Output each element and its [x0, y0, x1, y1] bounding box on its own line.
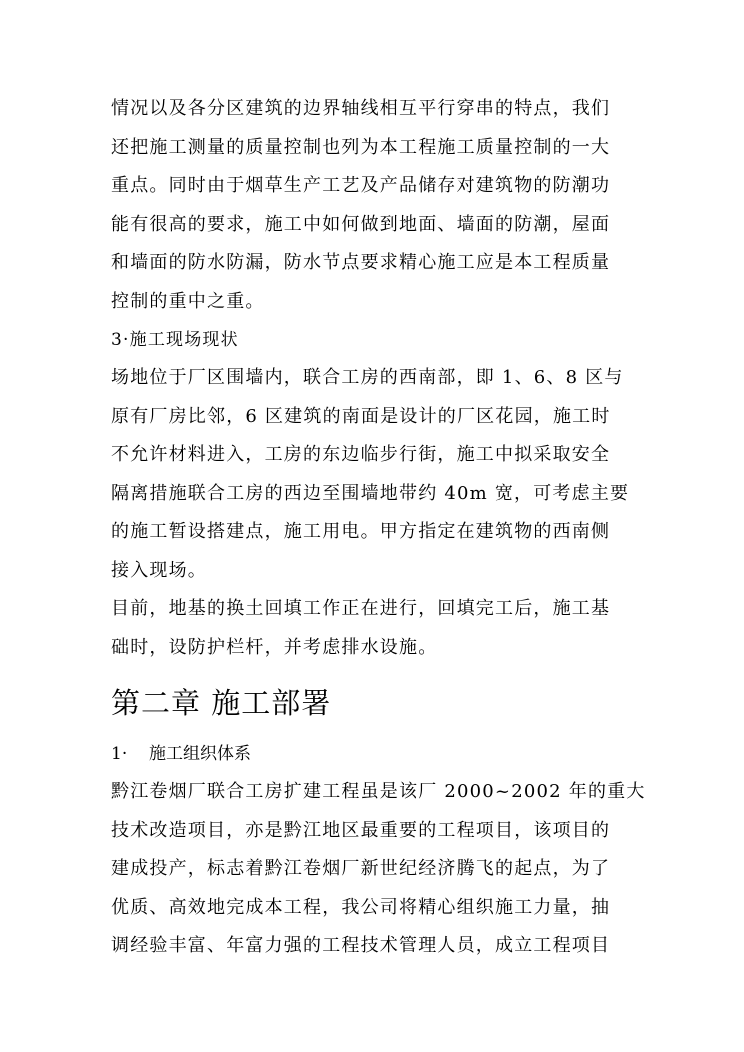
- paragraph-site-location: [111, 359, 636, 590]
- text-line: 优质、高效地完成本工程，我公司将精心组织施工力量，抽: [111, 896, 611, 918]
- text-line: 能有很高的要求，施工中如何做到地面、墙面的防潮，屋面: [111, 213, 611, 235]
- section-number: 1·: [111, 744, 128, 764]
- chapter-title: 第二章 施工部署: [111, 686, 332, 720]
- text-line: 技术改造项目，亦是黔江地区最重要的工程项目，该项目的: [111, 819, 611, 841]
- text-line: 还把施工测量的质量控制也列为本工程施工质量控制的一大: [111, 136, 611, 158]
- section-heading-site-status: 3·施工现场现状: [111, 330, 239, 350]
- text-line: 场地位于厂区围墙内，联合工房的西南部，即 1、6、8 区与: [111, 367, 624, 388]
- text-line: 控制的重中之重。: [111, 290, 265, 312]
- section-heading-text: 施工组织体系: [149, 744, 251, 764]
- text-line: 不允许材料进入，工房的东边临步行街，施工中拟采取安全: [111, 444, 611, 465]
- text-line: 和墙面的防水防漏，防水节点要求精心施工应是本工程质量: [111, 252, 611, 273]
- text-line: 调经验丰富、年富力强的工程技术管理人员，成立工程项目: [111, 935, 611, 956]
- paragraph-foundation-status: [111, 590, 636, 667]
- text-line: 原有厂房比邻，6 区建筑的南面是设计的厂区花园，施工时: [111, 405, 611, 427]
- text-line: 黔江卷烟厂联合工房扩建工程虽是该厂 2000~2002 年的重大: [111, 781, 646, 802]
- text-line: 础时，设防护栏杆，并考虑排水设施。: [111, 636, 438, 658]
- section-heading-organization: [111, 735, 636, 773]
- text-line: 目前，地基的换土回填工作正在进行，回填完工后，施工基: [111, 598, 611, 619]
- text-line: 的施工暂设搭建点，施工用电。甲方指定在建筑物的西南侧: [111, 521, 611, 542]
- paragraph-project-overview: [111, 773, 646, 966]
- paragraph-quality-control: [111, 90, 636, 321]
- text-line: 重点。同时由于烟草生产工艺及产品储存对建筑物的防潮功: [111, 175, 611, 196]
- text-line: 隔离措施联合工房的西边至围墙地带约 40m 宽，可考虑主要: [111, 482, 630, 504]
- text-line: 接入现场。: [111, 559, 207, 581]
- text-line: 建成投产，标志着黔江卷烟厂新世纪经济腾飞的起点，为了: [111, 858, 611, 879]
- text-line: 情况以及各分区建筑的边界轴线相互平行穿串的特点，我们: [111, 98, 611, 119]
- document-body: [111, 90, 646, 966]
